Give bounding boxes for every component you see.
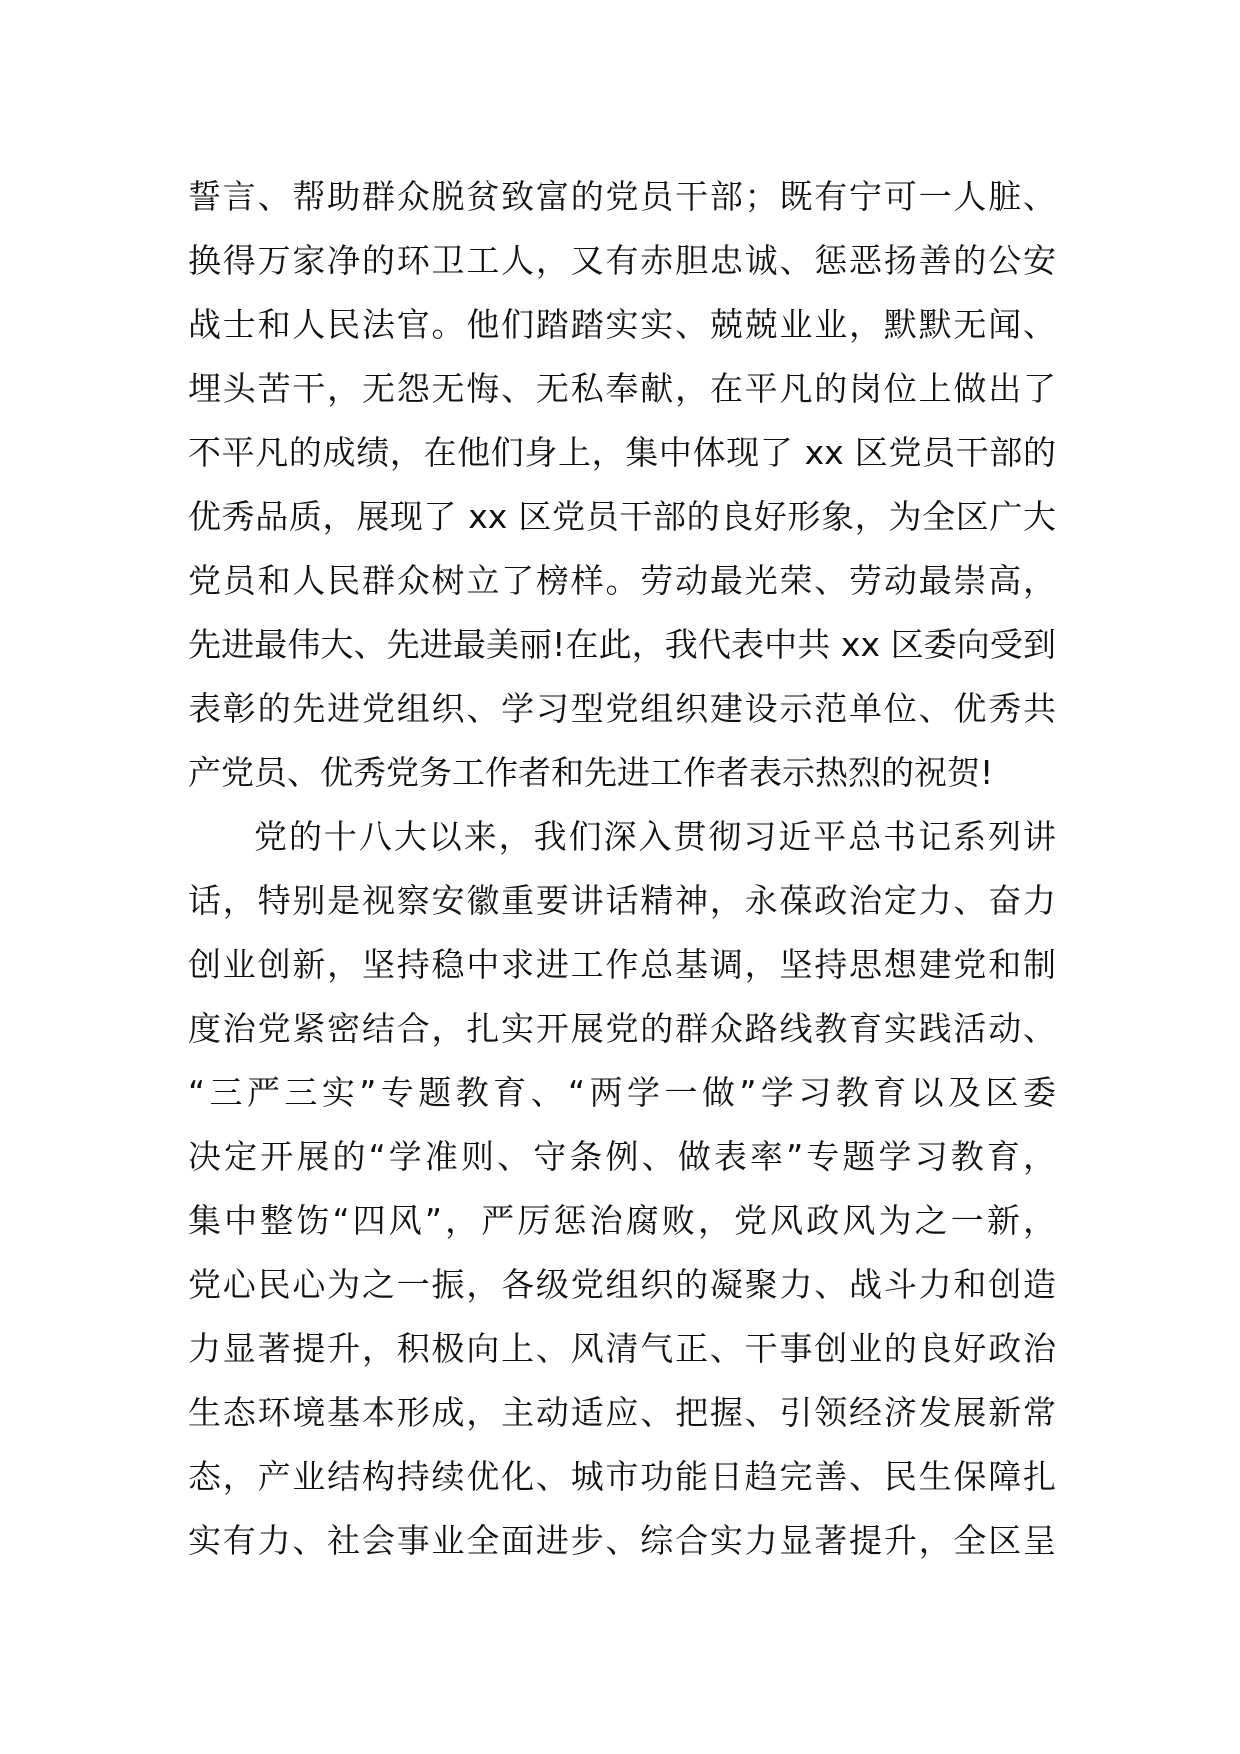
text-line: 决定开展的“学准则、守条例、做表率”专题学习教育， [188, 1137, 1056, 1176]
text-line: 集中整饬“四风”，严厉惩治腐败，党风政风为之一新， [188, 1201, 1056, 1240]
text-line: 优秀品质，展现了 xx 区党员干部的良好形象，为全区广大 [188, 497, 1056, 536]
text-line: 表彰的先进党组织、学习型党组织建设示范单位、优秀共 [188, 689, 1056, 728]
text-line: 度治党紧密结合，扎实开展党的群众路线教育实践活动、 [188, 1009, 1056, 1048]
text-line: 话，特别是视察安徽重要讲话精神，永葆政治定力、奋力 [188, 881, 1056, 920]
text-line: 创业创新，坚持稳中求进工作总基调，坚持思想建党和制 [188, 945, 1056, 984]
text-line: 产党员、优秀党务工作者和先进工作者表示热烈的祝贺! [188, 753, 994, 792]
text-line: 生态环境基本形成，主动适应、把握、引领经济发展新常 [188, 1393, 1056, 1432]
text-line: 埋头苦干，无怨无悔、无私奉献，在平凡的岗位上做出了 [188, 369, 1056, 408]
text-line: 誓言、帮助群众脱贫致富的党员干部；既有宁可一人脏、 [188, 177, 1056, 216]
text-line: “三严三实”专题教育、“两学一做”学习教育以及区委 [188, 1073, 1056, 1112]
text-line: 党心民心为之一振，各级党组织的凝聚力、战斗力和创造 [188, 1265, 1056, 1304]
text-line: 换得万家净的环卫工人，又有赤胆忠诚、惩恶扬善的公安 [188, 241, 1056, 280]
text-line: 党员和人民群众树立了榜样。劳动最光荣、劳动最崇高， [188, 561, 1056, 600]
text-line: 实有力、社会事业全面进步、综合实力显著提升，全区呈 [188, 1521, 1056, 1560]
text-line: 不平凡的成绩，在他们身上，集中体现了 xx 区党员干部的 [188, 433, 1056, 472]
text-line: 态，产业结构持续优化、城市功能日趋完善、民生保障扎 [188, 1457, 1056, 1496]
text-line: 战士和人民法官。他们踏踏实实、兢兢业业，默默无闻、 [188, 305, 1056, 344]
text-line: 力显著提升，积极向上、风清气正、干事创业的良好政治 [188, 1329, 1056, 1368]
paragraph-first-line: 党的十八大以来，我们深入贯彻习近平总书记系列讲 [254, 817, 1056, 856]
body-text [188, 165, 1056, 1573]
text-line: 先进最伟大、先进最美丽!在此，我代表中共 xx 区委向受到 [188, 625, 1056, 664]
